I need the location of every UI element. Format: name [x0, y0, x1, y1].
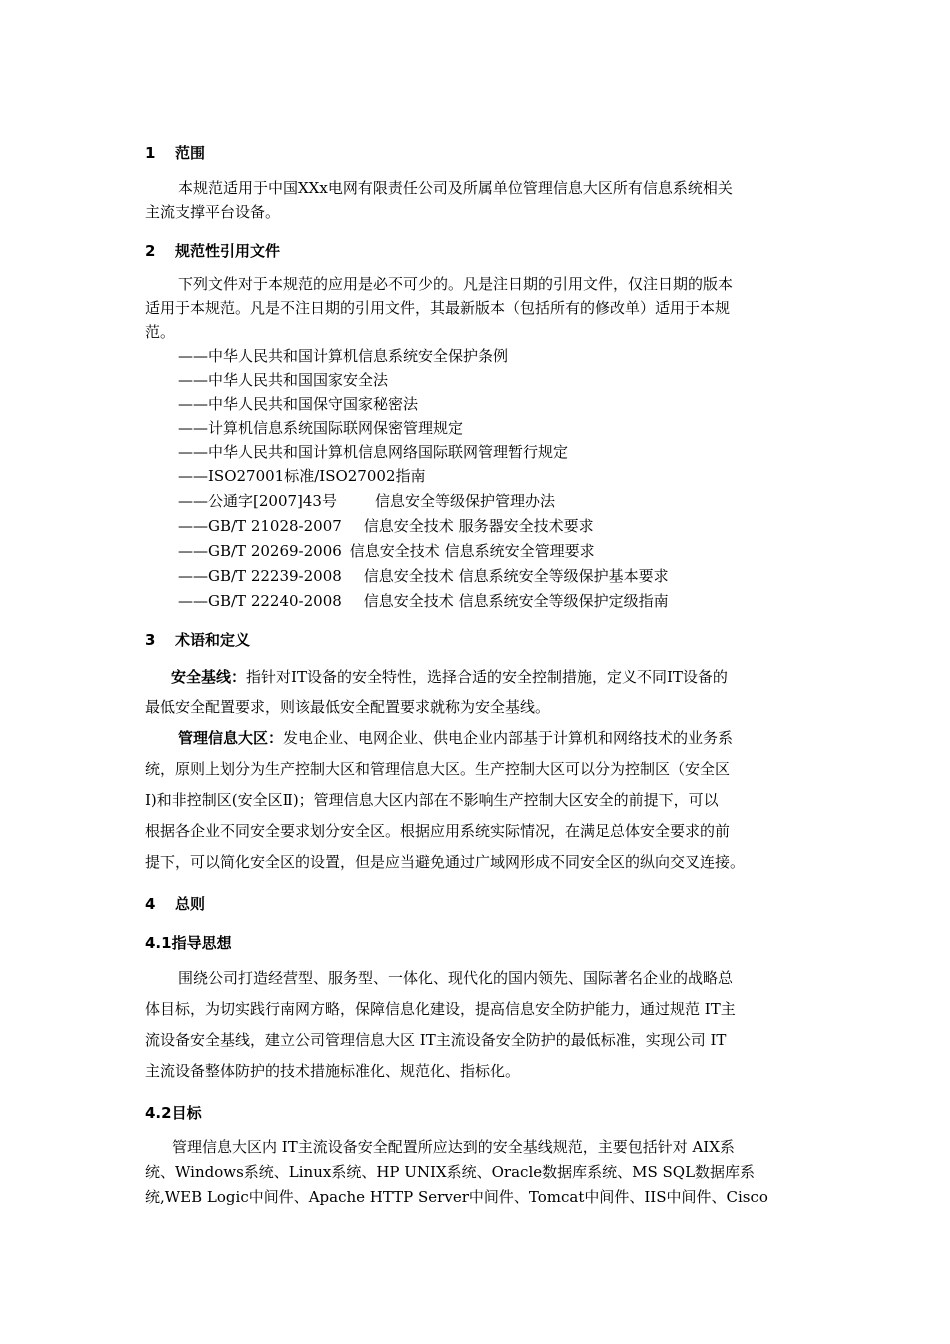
paragraph-line: 统、Windows系统、Linux系统、HP UNIX系统、Oracle数据库系统、MS SQL数据库系: [145, 1163, 756, 1181]
reference-title: 信息安全技术 服务器安全技术要求: [363, 517, 594, 535]
paragraph-line: 围绕公司打造经营型、服务型、一体化、现代化的国内领先、国际著名企业的战略总: [178, 969, 734, 987]
subsection-4-1-heading: 4.1指导思想: [145, 934, 232, 952]
reference-item: [178, 565, 669, 586]
paragraph-line: 主流设备整体防护的技术措施标准化、规范化、指标化。: [145, 1062, 521, 1080]
reference-item: ——中华人民共和国计算机信息系统安全保护条例: [178, 347, 509, 365]
definition-line: [171, 666, 728, 687]
reference-code: ——公通字[2007]43号: [178, 492, 337, 510]
reference-code: ——GB/T 21028-2007: [178, 517, 342, 535]
term-label: 安全基线：: [171, 668, 247, 686]
paragraph-line: 主流支撑平台设备。: [145, 203, 281, 221]
paragraph-line: 本规范适用于中国XXx电网有限责任公司及所属单位管理信息大区所有信息系统相关: [178, 179, 733, 197]
paragraph-line: 统,WEB Logic中间件、Apache HTTP Server中间件、Tomcat中间件、IIS中间件、Cisco: [145, 1188, 768, 1206]
reference-title: 信息安全技术 信息系统安全等级保护基本要求: [363, 567, 669, 585]
reference-code: ——GB/T 22240-2008: [178, 592, 342, 610]
reference-title: 信息安全等级保护管理办法: [374, 492, 555, 510]
reference-title: 信息安全技术 信息系统安全管理要求: [349, 542, 595, 560]
section-title: 术语和定义: [175, 631, 251, 649]
definition-text: 指针对IT设备的安全特性，选择合适的安全控制措施，定义不同IT设备的: [246, 668, 728, 686]
paragraph-line: 体目标，为切实践行南网方略，保障信息化建设，提高信息安全防护能力，通过规范 IT主: [145, 1000, 736, 1018]
reference-code: ——GB/T 20269-2006: [178, 542, 342, 560]
subsection-4-2-heading: 4.2目标: [145, 1104, 202, 1122]
reference-item: ——中华人民共和国计算机信息网络国际联网管理暂行规定: [178, 443, 569, 461]
paragraph-line: 提下，可以简化安全区的设置，但是应当避免通过广域网形成不同安全区的纵向交叉连接。: [145, 853, 746, 871]
definition-text: 发电企业、电网企业、供电企业内部基于计算机和网络技术的业务系: [283, 729, 734, 747]
paragraph-line: 流设备安全基线，建立公司管理信息大区 IT主流设备安全防护的最低标准，实现公司 IT: [145, 1031, 727, 1049]
section-4-heading: [145, 893, 205, 914]
reference-item: [178, 490, 555, 511]
reference-item: [178, 540, 595, 561]
section-number: 3: [145, 631, 156, 649]
reference-item: ——中华人民共和国保守国家秘密法: [178, 395, 419, 413]
section-title: 范围: [175, 144, 206, 162]
paragraph-line: 适用于本规范。凡是不注日期的引用文件，其最新版本（包括所有的修改单）适用于本规: [145, 299, 731, 317]
paragraph-line: 范。: [145, 323, 176, 341]
paragraph-line: 根据各企业不同安全要求划分安全区。根据应用系统实际情况，在满足总体安全要求的前: [145, 822, 731, 840]
section-title: 总则: [175, 895, 206, 913]
reference-item: [178, 590, 669, 611]
paragraph-line: 下列文件对于本规范的应用是必不可少的。凡是注日期的引用文件，仅注日期的版本: [178, 275, 734, 293]
reference-item: ——ISO27001标准/ISO27002指南: [178, 467, 426, 485]
section-number: 1: [145, 144, 156, 162]
section-2-heading: [145, 240, 280, 261]
section-1-heading: [145, 142, 205, 163]
section-number: 2: [145, 242, 156, 260]
term-label: 管理信息大区：: [178, 729, 284, 747]
reference-title: 信息安全技术 信息系统安全等级保护定级指南: [363, 592, 669, 610]
reference-code: ——GB/T 22239-2008: [178, 567, 342, 585]
paragraph-line: 管理信息大区内 IT主流设备安全配置所应达到的安全基线规范，主要包括针对 AIX系: [172, 1138, 735, 1156]
definition-line: [178, 727, 733, 748]
section-number: 4: [145, 895, 156, 913]
reference-item: ——计算机信息系统国际联网保密管理规定: [178, 419, 464, 437]
section-title: 规范性引用文件: [175, 242, 281, 260]
section-3-heading: [145, 629, 250, 650]
reference-item: [178, 515, 594, 536]
paragraph-line: I)和非控制区(安全区Ⅱ)；管理信息大区内部在不影响生产控制大区安全的前提下，可以: [145, 791, 719, 809]
reference-item: ——中华人民共和国国家安全法: [178, 371, 389, 389]
paragraph-line: 最低安全配置要求，则该最低安全配置要求就称为安全基线。: [145, 698, 551, 716]
paragraph-line: 统，原则上划分为生产控制大区和管理信息大区。生产控制大区可以分为控制区（安全区: [145, 760, 731, 778]
